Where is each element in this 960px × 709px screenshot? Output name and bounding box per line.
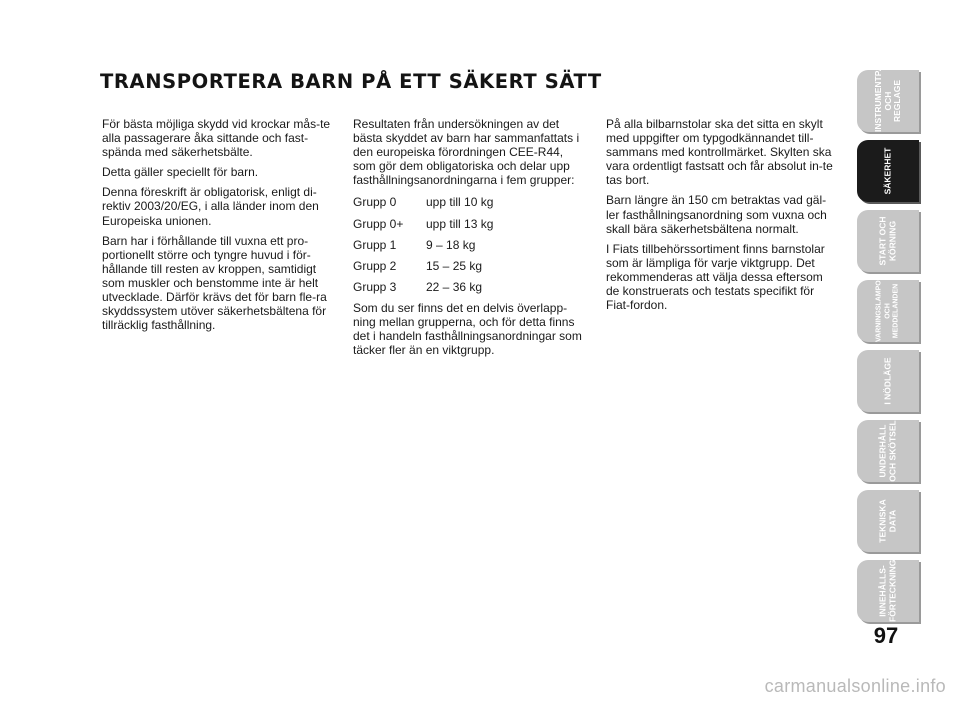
paragraph-intro: Resultaten från undersökningen av det bästa skyddet av barn har sammanfattats i den europeiska förordningen CEE-R44, som gör dem obligatoriska och delar upp fasthållningsanordningarna i fem grupper: [353, 117, 580, 188]
watermark: carmanualsonline.info [764, 676, 946, 696]
paragraph: På alla bilbarnstolar ska det sitta en skylt med uppgifter om typgodkännandet till-sammans med kontrollmärket. Skylten ska vara ordentligt fastsatt och får absolut in-te tas bort. [606, 117, 833, 188]
tab-label: I NÖDLÄGE [882, 357, 893, 405]
group-row [353, 195, 583, 209]
tab-label: VARNINGSLAMPOR OCH MEDDELANDEN [875, 275, 900, 342]
tab-i-nodlage[interactable] [857, 350, 919, 412]
tab-sakerhet[interactable] [857, 140, 919, 202]
group-range: 9 – 18 kg [426, 237, 476, 252]
tab-tekniska-data[interactable] [857, 490, 919, 552]
tab-label: INNEHÅLLS-FÖRTECKNING [877, 559, 897, 622]
page-number: 97 [873, 623, 899, 648]
paragraph: För bästa möjliga skydd vid krockar mås-te alla passagerare åka sittande och fast-spända med säkerhetsbälte. [102, 117, 331, 160]
tab-underhall[interactable] [857, 420, 919, 482]
tab-innehallsforteckning[interactable] [857, 560, 919, 622]
tab-label: SÄKERHET [882, 147, 893, 195]
group-range: upp till 13 kg [426, 216, 494, 231]
paragraph: Detta gäller speciellt för barn. [102, 165, 259, 180]
group-row [353, 217, 583, 231]
paragraph-outro: Som du ser finns det en delvis överlapp-ning mellan grupperna, och för detta finns det i handeln fasthållningsanordningar som täcker fler än en viktgrupp. [353, 300, 582, 358]
tab-label: START OCH KÖRNING [877, 216, 897, 266]
group-name: Grupp 0 [353, 195, 397, 210]
group-row [353, 259, 583, 273]
group-range: 22 – 36 kg [426, 279, 483, 294]
text-column-1 [102, 117, 332, 338]
paragraph: Barn har i förhållande till vuxna ett pro-portionellt större och tyngre huvud i för-hållande till resten av kroppen, samtidigt som muskler och benstomme inte är helt utvecklade. Därför krävs det för barn fle-ra skyddssystem utöver säkerhetsbältena för tillräcklig fasthållning. [102, 233, 327, 333]
tab-label: INSTRUMENTPANEL OCH REGLAGE [872, 48, 902, 132]
group-name: Grupp 1 [353, 237, 397, 252]
tab-varningslampor[interactable] [857, 275, 919, 342]
tab-instrumentpanel[interactable] [857, 48, 919, 132]
group-range: 15 – 25 kg [426, 258, 483, 273]
tab-label: UNDERHÅLL OCH SKÖTSEL [877, 420, 897, 482]
paragraph: Barn längre än 150 cm betraktas vad gäl-ler fasthållningsanordning som vuxna och skall bära säkerhetsbältena normalt. [606, 193, 827, 236]
text-column-3 [606, 117, 836, 318]
page-title: TRANSPORTERA BARN PÅ ETT SÄKERT SÄTT [100, 70, 602, 93]
text-column-2 [353, 117, 583, 363]
group-name: Grupp 0+ [353, 216, 404, 231]
paragraph: Denna föreskrift är obligatorisk, enligt di-rektiv 2003/20/EG, i alla länder inom den Europeiska unionen. [102, 185, 319, 228]
group-row [353, 280, 583, 294]
group-name: Grupp 3 [353, 279, 397, 294]
paragraph: I Fiats tillbehörssortiment finns barnstolar som är lämpliga för varje viktgrupp. Det rekommenderas att välja dessa eftersom de konstruerats och testats specifikt för Fiat-fordon. [606, 241, 825, 313]
group-name: Grupp 2 [353, 258, 397, 273]
group-range: upp till 10 kg [426, 195, 494, 210]
group-row [353, 238, 583, 252]
tab-label: TEKNISKA DATA [877, 499, 897, 543]
tab-start-och-korning[interactable] [857, 210, 919, 272]
